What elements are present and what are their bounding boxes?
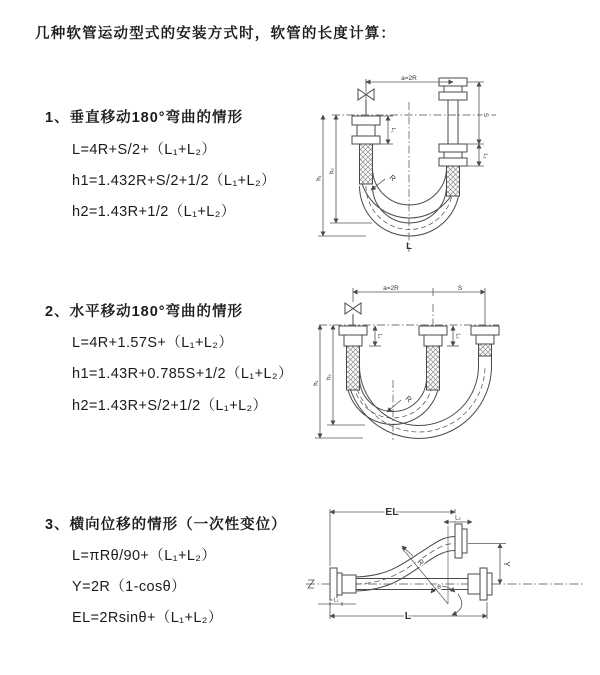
dim-s-label: S xyxy=(482,112,489,118)
left-hose-braid xyxy=(360,144,373,184)
swing-arrow xyxy=(452,594,462,615)
dim-l1-label: L₁ xyxy=(390,127,396,133)
valve-icon xyxy=(345,303,361,314)
dim-s-label: S xyxy=(457,285,463,292)
dim-h1-label: h₁ xyxy=(316,175,323,181)
upper-flange xyxy=(455,524,462,558)
formula-h1-section-1: h1=1.432R+S/2+1/2（L₁+L₂） xyxy=(72,173,276,189)
dim-a2r-label: a=2R xyxy=(383,285,399,292)
length-label: L xyxy=(406,241,412,252)
dimension-lines xyxy=(315,288,485,438)
hose-arc-outer-up xyxy=(360,168,460,218)
angle-label: θ xyxy=(437,584,441,591)
formula-l-section-3: L=πRθ/90+（L₁+L₂） xyxy=(72,548,217,564)
radius-label: R xyxy=(403,393,414,405)
s-hose-wall-upper xyxy=(356,537,455,578)
left-hose-braid xyxy=(347,346,360,390)
page-title: 几种软管运动型式的安装方式时，软管的长度计算： xyxy=(35,26,397,42)
dim-l-label: L xyxy=(404,610,412,622)
diagram-labels xyxy=(334,506,511,622)
right-pipe-fitting xyxy=(468,574,480,594)
hose-arc-outer-down xyxy=(360,186,460,236)
hose-u-drawing xyxy=(329,78,496,252)
upper-flange-hub xyxy=(462,529,467,553)
radius-label: R xyxy=(387,172,398,184)
left-flange-neck xyxy=(357,125,375,136)
dimension-lines xyxy=(318,509,506,619)
right-top-flange-neck xyxy=(444,86,462,92)
formula-el-section-3: EL=2Rsinθ+（L₁+L₂） xyxy=(72,610,223,626)
left-flange-neck xyxy=(344,335,362,346)
hose-s-drawing xyxy=(306,524,583,604)
dim-h2-label: h₂ xyxy=(326,374,333,380)
left-flange xyxy=(330,568,337,600)
section-3-heading: 3、横向位移的情形（一次性变位） xyxy=(45,517,287,533)
diagram-horizontal-bend xyxy=(303,282,598,444)
formula-h2-section-2: h2=1.43R+S/2+1/2（L₁+L₂） xyxy=(72,398,268,414)
right-lower-flange xyxy=(439,144,467,152)
right-flange xyxy=(471,326,499,335)
diagram-lateral-displacement xyxy=(298,496,598,646)
left-flange-top xyxy=(352,116,380,125)
dim-h2-label: h₂ xyxy=(329,168,336,174)
section-2-heading: 2、水平移动180°弯曲的情形 xyxy=(45,304,244,320)
middle-flange-neck xyxy=(424,335,442,346)
formula-h2-section-1: h2=1.43R+1/2（L₁+L₂） xyxy=(72,204,236,220)
right-lower-flange-bottom xyxy=(439,158,467,166)
left-pipe-fitting xyxy=(342,575,356,593)
right-flange-hub xyxy=(487,573,492,595)
dim-l2-label: L₂ xyxy=(455,515,461,522)
formula-h1-section-2: h1=1.43R+0.785S+1/2（L₁+L₂） xyxy=(72,366,293,382)
right-flange-neck xyxy=(476,335,494,344)
diagram-vertical-bend xyxy=(308,72,598,254)
dim-l2-label: L₂ xyxy=(482,153,488,159)
middle-flange xyxy=(419,326,447,335)
dim-l1-label: L₁ xyxy=(333,597,339,604)
hose-u-drawing xyxy=(319,303,499,440)
dim-el-label: EL xyxy=(385,506,399,518)
dim-y-label: Y xyxy=(502,561,511,567)
section-1-heading: 1、垂直移动180°弯曲的情形 xyxy=(45,110,244,126)
dim-a2r-label: a=2R xyxy=(401,75,417,82)
left-flange-hub xyxy=(337,573,342,595)
left-flange-bottom xyxy=(352,136,380,144)
dim-l1-label: L₁ xyxy=(376,333,383,339)
formula-y-section-3: Y=2R（1-cosθ） xyxy=(72,579,186,595)
dim-l2-label: L₂ xyxy=(454,333,461,339)
right-lower-flange-neck xyxy=(444,152,462,158)
hose-arc-inner-up xyxy=(373,168,447,205)
middle-hose-braid xyxy=(427,346,440,390)
radius-label: R xyxy=(415,557,426,568)
formula-l-section-2: L=4R+1.57S+（L₁+L₂） xyxy=(72,335,234,351)
radius-leader xyxy=(387,400,401,412)
dim-h1-label: h₁ xyxy=(313,380,320,386)
formula-l-section-1: L=4R+S/2+（L₁+L₂） xyxy=(72,142,217,158)
left-flange xyxy=(339,326,367,335)
right-hose-braid xyxy=(479,344,492,356)
hose-arc-outer-displaced xyxy=(347,366,492,438)
right-hose-braid xyxy=(447,166,460,196)
right-flange xyxy=(480,568,487,600)
right-top-flange-lower xyxy=(439,92,467,100)
